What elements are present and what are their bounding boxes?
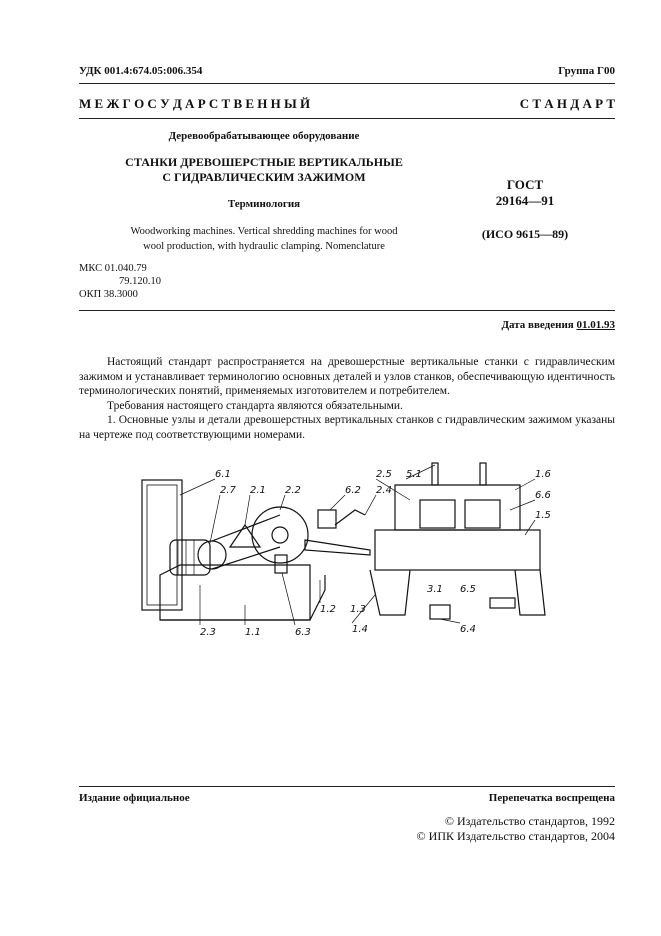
- standard-banner: [79, 96, 615, 112]
- category-heading: Деревообрабатывающее оборудование: [168, 130, 360, 142]
- edition-note: Издание официальное: [79, 792, 190, 804]
- label-2-3: 2.3: [200, 627, 216, 638]
- title-line-1: СТАНКИ ДРЕВОШЕРСТНЫЕ ВЕРТИКАЛЬНЫЕ: [125, 155, 403, 169]
- control-box: [430, 605, 450, 619]
- motor: [170, 540, 210, 575]
- paragraph-clause-1: 1. Основные узлы и детали древошерстных вертикальных станков с гидравлическим зажимом указаны на чертеже под соответствующими номерами.: [79, 414, 615, 441]
- hydraulic-block: [375, 530, 540, 570]
- gost-number: 29164—91: [495, 193, 555, 208]
- copyright-line-1: © Издательство стандартов, 1992: [444, 814, 615, 828]
- banner-left-text: М Е Ж Г О С У Д А Р С Т В Е Н Н Ы Й: [79, 96, 311, 111]
- english-line-1: Woodworking machines. Vertical shredding machines for wood: [130, 226, 398, 237]
- footer-rule: [79, 786, 615, 787]
- title-line-2: С ГИДРАВЛИЧЕСКИМ ЗАЖИМОМ: [162, 170, 366, 184]
- bearing-block: [275, 555, 287, 573]
- mks-code-1: МКС 01.040.79: [79, 263, 147, 274]
- english-title: [79, 224, 449, 254]
- clamp-right: [465, 500, 500, 528]
- label-6-6: 6.6: [535, 490, 551, 501]
- paragraph-scope: Настоящий стандарт распространяется на древошерстные вертикальные станки с гидравлическим зажимом и устанавливает терминологию основных деталей и узлов станков, обеспечивающую идентичность терминологических понятий, применяемых изготовителем и потребителем.: [79, 356, 615, 397]
- iso-designation: (ИСО 9615—89): [481, 227, 569, 241]
- clamp-left: [420, 500, 455, 528]
- leg-right: [515, 570, 545, 615]
- label-2-5: 2.5: [376, 469, 392, 480]
- top-rule: [79, 83, 615, 84]
- document-title: [79, 155, 449, 185]
- label-2-2: 2.2: [285, 485, 301, 496]
- body-text: [79, 355, 615, 442]
- connecting-rod: [305, 540, 370, 555]
- date-label: Дата введения: [501, 319, 574, 331]
- label-6-5: 6.5: [460, 584, 476, 595]
- label-6-2: 6.2: [345, 485, 361, 496]
- gost-label: ГОСТ: [506, 177, 544, 192]
- label-2-7: 2.7: [220, 485, 236, 496]
- label-1-4: 1.4: [352, 624, 368, 635]
- udc-code: УДК 001.4:674.05:006.354: [79, 65, 203, 77]
- label-1-6: 1.6: [535, 469, 551, 480]
- label-1-1: 1.1: [245, 627, 261, 638]
- label-5-1: 5.1: [406, 469, 422, 480]
- banner-right-text: С Т А Н Д А Р Т: [519, 96, 615, 111]
- classification-codes: [79, 262, 161, 301]
- english-line-2: wool production, with hydraulic clamping. Nomenclature: [143, 241, 385, 252]
- copyright: [417, 814, 615, 844]
- label-3-1: 3.1: [427, 584, 443, 595]
- terminology-subtitle: Терминология: [227, 198, 301, 210]
- clamp-unit: [395, 485, 520, 530]
- date-value: 01.01.93: [576, 319, 615, 331]
- pipe: [335, 510, 365, 525]
- bed-outline: [160, 575, 325, 620]
- leg-left: [370, 570, 410, 615]
- cabinet-door: [147, 485, 177, 605]
- effective-date: [501, 319, 615, 331]
- pedal: [490, 598, 515, 608]
- label-2-4: 2.4: [376, 485, 392, 496]
- machine-drawing: [120, 455, 560, 645]
- label-6-4: 6.4: [460, 624, 476, 635]
- banner-rule: [79, 118, 615, 119]
- gost-designation: [463, 177, 587, 209]
- copyright-line-2: © ИПК Издательство стандартов, 2004: [416, 829, 615, 843]
- mks-code-2: 79.120.10: [119, 276, 161, 287]
- group-code: Группа Г00: [558, 65, 615, 77]
- flywheel-hub: [272, 527, 288, 543]
- label-1-5: 1.5: [535, 510, 551, 521]
- cylinder-right: [480, 463, 486, 485]
- label-6-3: 6.3: [295, 627, 311, 638]
- electrical-cabinet: [142, 480, 182, 610]
- okp-code: ОКП 38.3000: [79, 289, 138, 300]
- label-1-3: 1.3: [350, 604, 366, 615]
- valve-unit: [318, 510, 336, 528]
- label-2-1: 2.1: [250, 485, 266, 496]
- label-1-2: 1.2: [320, 604, 336, 615]
- label-6-1: 6.1: [215, 469, 231, 480]
- paragraph-requirements: Требования настоящего стандарта являются обязательными.: [107, 399, 403, 412]
- date-rule: [79, 310, 615, 311]
- reprint-note: Перепечатка воспрещена: [488, 792, 615, 804]
